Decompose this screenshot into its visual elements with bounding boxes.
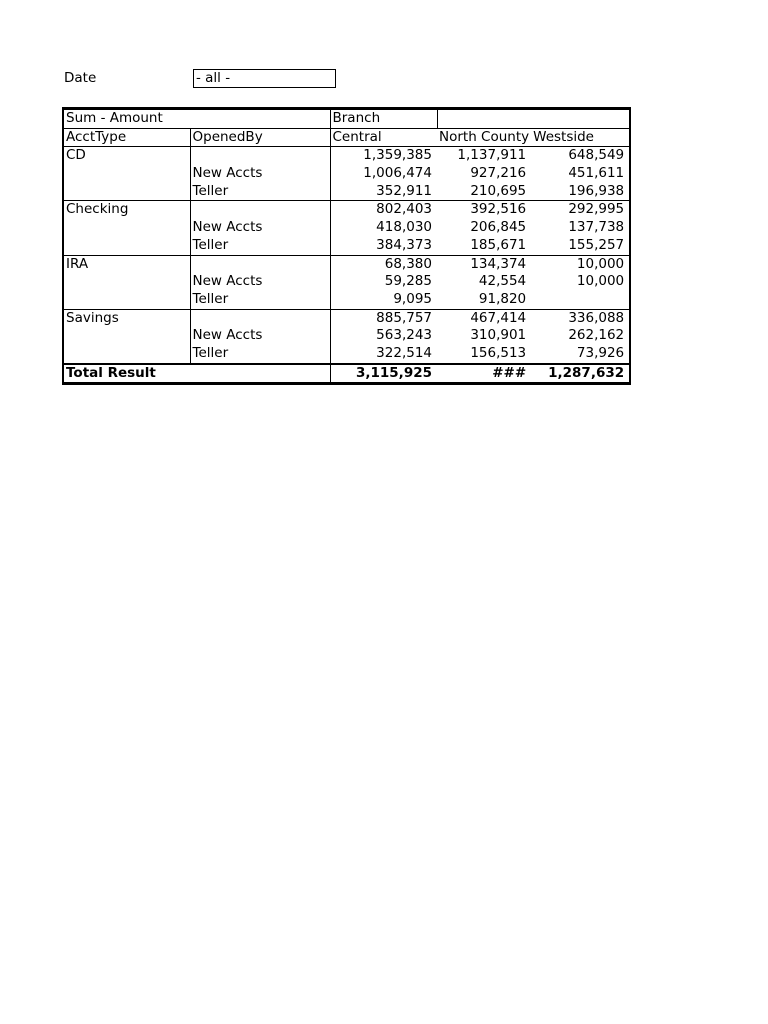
value-north-county: 210,695 [437, 183, 531, 201]
pivot-table [62, 107, 631, 385]
branch-header-central: Central [330, 128, 437, 147]
value-north-county: 1,137,911 [457, 147, 527, 164]
table-row [63, 201, 630, 219]
value-central: 352,911 [330, 183, 437, 201]
opened-by-cell: Teller [190, 345, 330, 364]
acct-type-cell [63, 273, 190, 291]
acct-type-cell: Savings [63, 309, 190, 327]
total-westside: 1,287,632 [531, 364, 630, 384]
value-westside: 336,088 [531, 309, 630, 327]
table-row [63, 183, 630, 201]
value-westside [531, 291, 630, 309]
opened-by-cell: Teller [190, 237, 330, 255]
row-field-accttype[interactable]: AcctType [63, 128, 190, 147]
column-field-spacer [437, 109, 630, 129]
opened-by-cell: New Accts [190, 273, 330, 291]
total-row [63, 364, 630, 384]
table-row [63, 273, 630, 291]
value-westside: 155,257 [531, 237, 630, 255]
table-row [63, 345, 630, 364]
opened-by-cell: New Accts [190, 219, 330, 237]
value-central: 418,030 [330, 219, 437, 237]
opened-by-cell [190, 309, 330, 327]
value-westside: 262,162 [531, 327, 630, 345]
value-north-county: 927,216 [470, 165, 527, 182]
table-row [63, 255, 630, 273]
value-north-county: 42,554 [478, 273, 527, 290]
opened-by-cell: New Accts [190, 327, 330, 345]
value-north-county: 392,516 [437, 201, 531, 219]
opened-by-cell: Teller [190, 183, 330, 201]
value-central: 322,514 [330, 345, 437, 364]
table-row [63, 327, 630, 345]
date-filter-dropdown[interactable]: - all - [193, 69, 336, 88]
value-north-county: 134,374 [437, 255, 531, 273]
value-westside: 137,738 [531, 219, 630, 237]
opened-by-cell [190, 147, 330, 165]
acct-type-cell: Checking [63, 201, 190, 219]
acct-type-cell [63, 219, 190, 237]
value-north-county: 206,845 [470, 219, 527, 236]
value-westside: 196,938 [531, 183, 630, 201]
table-row [63, 219, 630, 237]
value-westside: 292,995 [531, 201, 630, 219]
value-central: 1,006,474 [330, 165, 437, 183]
value-westside: 451,611 [531, 165, 630, 183]
table-row [63, 237, 630, 255]
acct-type-cell [63, 291, 190, 309]
acct-type-cell [63, 345, 190, 364]
value-north-county: 156,513 [437, 345, 531, 364]
value-central: 885,757 [330, 309, 437, 327]
value-westside: 10,000 [531, 273, 630, 291]
table-row [63, 291, 630, 309]
opened-by-cell: New Accts [190, 165, 330, 183]
table-row [63, 165, 630, 183]
table-row [63, 309, 630, 327]
value-westside: 648,549 [531, 147, 630, 165]
value-central: 68,380 [330, 255, 437, 273]
opened-by-cell [190, 201, 330, 219]
total-north-county: ### [437, 364, 531, 384]
opened-by-cell [190, 255, 330, 273]
total-result-label: Total Result [63, 364, 330, 384]
data-field-header[interactable]: Sum - Amount [63, 109, 330, 129]
filter-label-date: Date [64, 70, 97, 86]
acct-type-cell [63, 327, 190, 345]
acct-type-cell: CD [63, 147, 190, 165]
branch-header-north-county: North County [437, 128, 531, 147]
value-north-county: 91,820 [437, 291, 531, 309]
value-westside: 10,000 [531, 255, 630, 273]
total-central: 3,115,925 [330, 364, 437, 384]
acct-type-cell [63, 237, 190, 255]
value-central: 384,373 [330, 237, 437, 255]
row-field-openedby[interactable]: OpenedBy [190, 128, 330, 147]
acct-type-cell: IRA [63, 255, 190, 273]
column-field-header[interactable]: Branch [330, 109, 437, 129]
value-central: 1,359,385 [330, 147, 437, 165]
value-north-county: 467,414 [437, 309, 531, 327]
branch-header-westside: Westside [531, 128, 630, 147]
value-north-county: 185,671 [437, 237, 531, 255]
value-central: 563,243 [330, 327, 437, 345]
acct-type-cell [63, 183, 190, 201]
opened-by-cell: Teller [190, 291, 330, 309]
table-row [63, 147, 630, 165]
value-north-county: 310,901 [470, 327, 527, 344]
value-central: 9,095 [330, 291, 437, 309]
value-westside: 73,926 [531, 345, 630, 364]
value-central: 802,403 [330, 201, 437, 219]
acct-type-cell [63, 165, 190, 183]
value-central: 59,285 [330, 273, 437, 291]
